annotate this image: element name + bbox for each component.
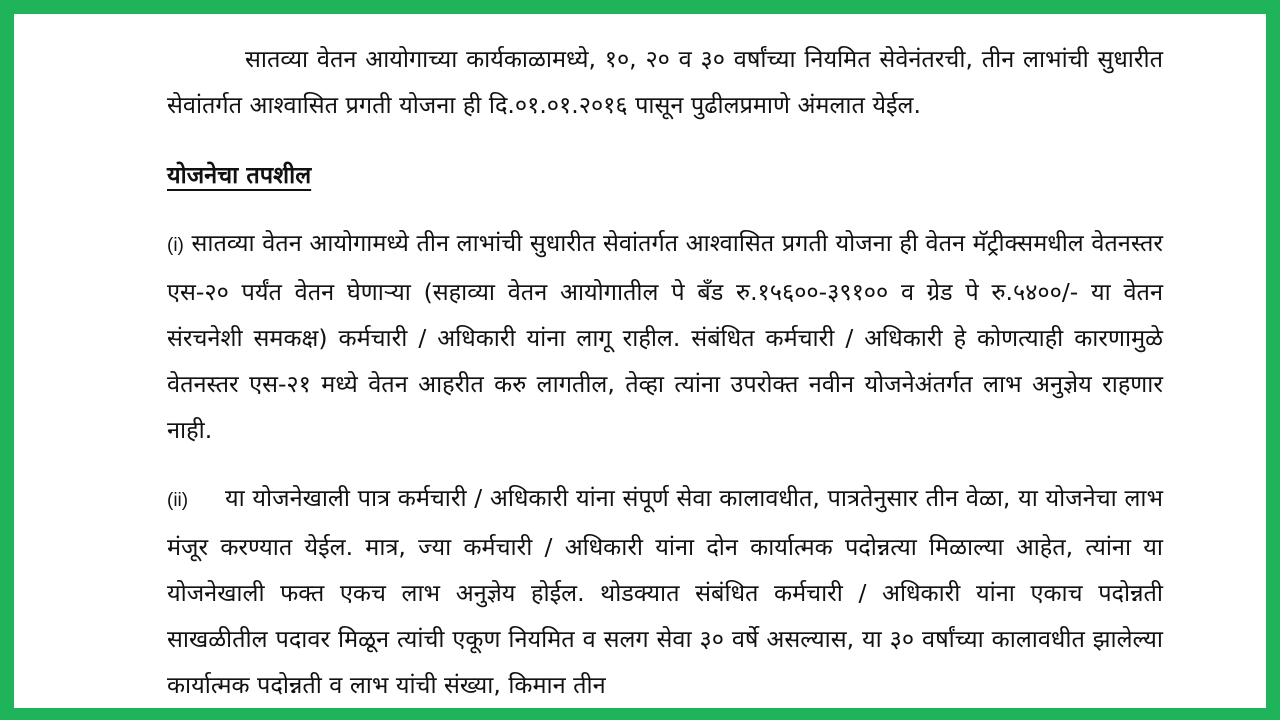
section-heading: योजनेचा तपशील <box>167 161 312 189</box>
item-marker-i: (i) <box>167 235 184 256</box>
paragraph-ii-text: या योजनेखाली पात्र कर्मचारी / अधिकारी यांना संपूर्ण सेवा कालावधीत, पात्रतेनुसार तीन वेळा, या योजनेचा लाभ मंजूर करण्यात येईल. मात्र, ज्या कर्मचारी / अधिकारी यांना दोन कार्यात्मक पदोन्नत्या मिळाल्या आहेत, त्यांना या योजनेखाली फक्त एकच लाभ अनुज्ञेय होईल. थोडक्यात संबंधित कर्मचारी / अधिकारी यांना एकाच पदोन्नती साखळीतील पदावर मिळून त्यांची एकूण नियमित व सलग सेवा ३० वर्षे असल्यास, या ३० वर्षांच्या कालावधीत झालेल्या कार्यात्मक पदोन्नती व लाभ यांची संख्या, किमान तीन <box>167 484 1163 699</box>
item-marker-ii: (ii) <box>167 490 189 511</box>
intro-paragraph: सातव्या वेतन आयोगाच्या कार्यकाळामध्ये, १०, २० व ३० वर्षांच्या नियमित सेवेनंतरची, तीन लाभांची सुधारीत सेवांतर्गत आश्वासित प्रगती योजना ही दि.०१.०१.२०१६ पासून पुढीलप्रमाणे अंमलात येईल. <box>167 45 1163 119</box>
paragraph-i-text: सातव्या वेतन आयोगामध्ये तीन लाभांची सुधारीत सेवांतर्गत आश्वासित प्रगती योजना ही वेतन मॅट्रीक्समधील वेतनस्तर एस-२० पर्यंत वेतन घेणाऱ्या (सहाव्या वेतन आयोगातील पे बँड रु.१५६००-३९१०० व ग्रेड पे रु.५४००/- या वेतन संरचनेशी समकक्ष) कर्मचारी / अधिकारी यांना लागू राहील. संबंधित कर्मचारी / अधिकारी हे कोणत्याही कारणामुळे वेतनस्तर एस-२१ मध्ये वेतन आहरीत करु लागतील, तेव्हा त्यांना उपरोक्त नवीन योजनेअंतर्गत लाभ अनुज्ञेय राहणार नाही. <box>167 229 1163 444</box>
document-page <box>167 36 1163 708</box>
paragraph-i <box>167 220 1163 453</box>
paragraph-ii <box>167 475 1163 708</box>
